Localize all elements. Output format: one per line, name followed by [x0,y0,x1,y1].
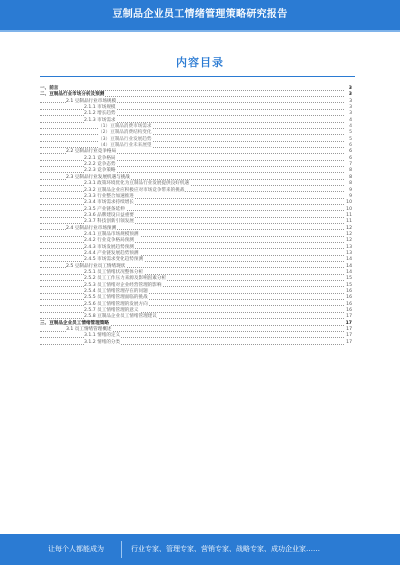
toc-entry-page: 8 [349,174,352,180]
toc-entry-page: 17 [346,339,352,345]
toc-rule [40,76,355,77]
toc-entry-page: 7 [349,162,352,168]
toc-entry-page: 13 [346,244,352,250]
toc-entry-page: 17 [346,333,352,339]
toc-leader-dots [40,90,344,91]
toc-entry[interactable] [40,340,352,346]
toc-entry-text: 2.3.6 品牌建设日益重要 [84,212,134,218]
toc-entry-text: 2.4.4 产业链发展趋势预测 [84,250,139,256]
toc-title: 内容目录 [176,56,224,69]
toc-entry-text: 3.1.1 情绪的定义 [84,333,121,339]
footer-slogan-right: 行业专家、管理专家、营销专家、战略专家、成功企业家…… [131,545,320,553]
toc-entry-text: 2.4 豆制品行业市场预测 [66,225,117,231]
toc-leader-dots [40,134,344,135]
toc-entry-page: 10 [346,206,352,212]
toc-entry-text: 2.3.5 产业链条延伸 [84,206,125,212]
toc-entry-text: 三、豆制品企业员工情绪管理策略 [40,320,109,326]
toc-entry-page: 3 [348,86,352,91]
toc-entry-text: 一、前言 [40,86,59,91]
toc-entry-page: 16 [346,295,352,301]
toc-leader-dots [40,147,344,148]
toc-entry-page: 9 [349,187,352,193]
toc-entry-text: 2.3 豆制品行业发展机遇与挑战 [66,174,130,180]
toc-entry-text: 2.5.6 员工情绪管理的发展方向 [84,301,148,307]
toc-entry-page: 6 [349,149,352,155]
toc-entry-page: 13 [346,250,352,256]
toc-entry-page: 14 [346,269,352,275]
toc-entry-page: 16 [346,301,352,307]
toc-entry-text: （3）豆制品行业发展趋势 [98,136,152,142]
toc-entry-page: 3 [349,111,352,117]
toc-entry-page: 14 [346,263,352,269]
toc-entry-page: 8 [349,168,352,174]
toc-entry-page: 5 [349,136,352,142]
toc-entry-page: 4 [349,117,352,123]
header-edge [0,30,400,32]
toc-entry-text: 2.4.2 行业竞争格局预测 [84,238,134,244]
toc-entry-page: 5 [349,130,352,136]
toc-entry-text: 2.2 豆制品行业竞争格局 [66,149,117,155]
toc-entry-text: 2.2.2 竞争态势 [84,162,116,168]
toc-entry-text: 2.5 豆制品行业员工情绪现状 [66,263,126,269]
toc-entry-page: 15 [346,276,352,282]
toc-entry-text: 2.1 豆制品行业市场规模 [66,98,117,104]
footer-divider [121,541,122,558]
toc-entry-text: 2.3.2 豆制品企业应积极应对市场竞争带来的挑战 [84,187,185,193]
toc-entry-text: 3.1 员工情绪管理概述 [66,327,112,333]
toc-entry-page: 11 [346,219,352,225]
toc-entry-text: 2.2.1 竞争格局 [84,155,116,161]
toc-entry-page: 10 [346,200,352,206]
toc-entry-page: 8 [349,181,352,187]
toc-entry-page: 16 [346,289,352,294]
toc-entry-page: 14 [346,257,352,263]
toc-entry-text: 2.5.2 员工工作压力来源及影响因素分析 [84,276,167,282]
toc-entry-text: 2.3.3 行业整合加速推进 [84,193,134,199]
toc-entry-text: 2.1.1 市场规模 [84,105,116,111]
toc-entry-text: 2.1.2 增长趋势 [84,111,116,117]
toc-entry-text: 2.2.3 竞争策略 [84,168,116,174]
toc-entry-text: 2.1.3 市场需求 [84,117,116,123]
toc-entry-text: 2.5.5 员工情绪管理面临的挑战 [84,295,148,301]
toc-entry-text: 2.3.7 科技创新引领发展 [84,219,134,225]
toc-entry-text: 2.4.3 市场发展趋势预测 [84,244,134,250]
toc-entry-text: 2.5.1 员工情绪状况整体分析 [84,269,144,275]
toc-entry-page: 16 [346,308,352,314]
toc-entry-text: （4）豆制品行业未来展望 [98,143,152,149]
toc-entry-page: 9 [349,193,352,199]
toc-entry-page: 15 [346,282,352,288]
toc-entry-page: 12 [346,231,352,237]
toc-entry-page: 6 [349,143,352,149]
toc-leader-dots [40,128,344,129]
toc-entry-page: 12 [346,225,352,231]
toc-entry-page: 3 [348,92,352,98]
toc-entry-text: 2.5.8 豆制品企业员工情绪管理建议 [84,314,157,320]
footer-slogan-left: 让每个人都能成为 [48,545,104,553]
toc-entry-page: 17 [346,314,352,320]
toc-entry-page: 12 [346,238,352,244]
toc-entry-page: 11 [346,212,352,218]
toc-entry-text: 2.4.1 豆制品市场规模预测 [84,231,139,237]
toc-entry-text: （2）豆制品消费结构变化 [98,130,152,136]
toc-entry-text: 2.3.1 政策环境优化为豆制品行业发展提供良好机遇 [84,181,190,187]
toc-entry-page: 17 [346,327,352,333]
document-title: 豆制品企业员工情绪管理策略研究报告 [112,9,288,20]
toc-entry-text: 2.4.5 市场需求变化趋势预测 [84,257,144,263]
toc-entry-page: 17 [345,320,352,326]
toc-entry-text: 3.1.2 情绪的分类 [84,339,121,345]
toc-list [40,86,352,346]
toc-leader-dots [40,141,344,142]
toc-entry-text: 2.3.4 市场需求持续增长 [84,200,134,206]
toc-entry-text: 二、豆制品行业市场分析及预测 [40,92,105,98]
toc-entry-text: 2.5.3 员工情绪对企业经营管理的影响 [84,282,162,288]
toc-entry-page: 4 [349,124,352,130]
toc-entry-page: 6 [349,155,352,161]
toc-entry-text: （1）豆制品消费市场需求 [98,124,152,130]
toc-entry-page: 3 [349,98,352,104]
toc-entry-text: 2.5.7 员工情绪管理的意义 [84,308,139,314]
toc-entry-page: 3 [349,105,352,111]
toc-entry-text: 2.5.4 员工情绪管理存在的问题 [84,289,148,294]
